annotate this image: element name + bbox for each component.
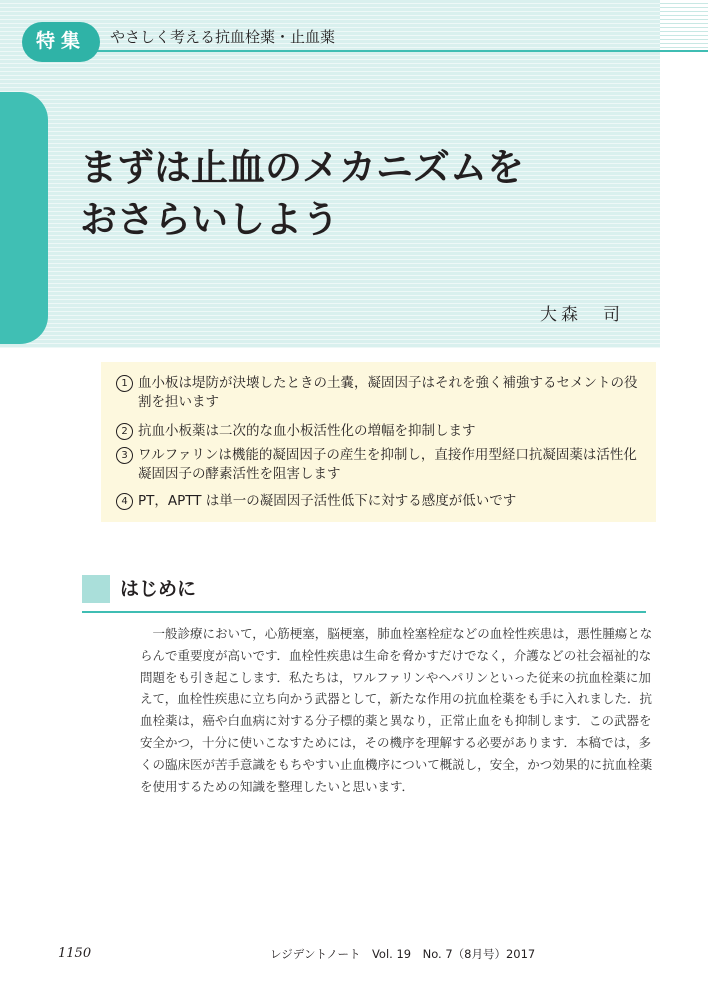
item-number: 3	[116, 447, 133, 464]
journal-info: レジデントノート Vol. 19 No. 7（8月号）2017	[270, 947, 536, 961]
section-title: はじめに	[120, 578, 197, 600]
summary-item	[116, 422, 646, 441]
article-title-line-2: おさらいしよう	[80, 198, 339, 241]
summary-item-text: 抗血小板薬は二次的な血小板活性化の増幅を抑制します	[138, 423, 476, 439]
section-rule	[82, 611, 646, 613]
summary-item	[116, 492, 646, 511]
feature-title: やさしく考える抗血栓薬・止血薬	[110, 28, 336, 46]
summary-item-text: 血小板は堤防が決壊したときの土嚢，凝固因子はそれを強く補強するセメントの役割を担います	[138, 375, 638, 410]
side-tab	[0, 92, 48, 344]
body-paragraph: 一般診療において，心筋梗塞，脳梗塞，肺血栓塞栓症などの血栓性疾患は，悪性腫瘍とならんで重要度が高いです．血栓性疾患は生命を脅かすだけでなく，介護などの社会福祉的な問題をも引き起こします．私たちは，ワルファリンやヘパリンといった従来の抗血栓薬に加えて，血栓性疾患に立ち向かう武器として，新たな作用の抗血栓薬をも手に入れました．抗血栓薬は，癌や白血病に対する分子標的薬と異なり，正常止血をも抑制します．この武器を安全かつ，十分に使いこなすためには，その機序を理解する必要があります．本稿では，多くの臨床医が苦手意識をもちやすい止血機序について概説し，安全，かつ効果的に抗血栓薬を使用するための知識を整理したいと思います．	[140, 626, 653, 794]
article-title-line-1: まずは止血のメカニズムを	[80, 146, 524, 189]
item-number: 1	[116, 375, 133, 392]
body-text	[140, 623, 656, 797]
summary-item	[116, 446, 646, 484]
author-name: 大森 司	[540, 305, 624, 325]
summary-item-text: PT，APTT は単一の凝固因子活性低下に対する感度が低いです	[138, 493, 517, 509]
summary-item-text: ワルファリンは機能的凝固因子の産生を抑制し，直接作用型経口抗凝固薬は活性化凝固因子の酵素活性を阻害します	[138, 447, 637, 482]
summary-item	[116, 374, 646, 412]
page-number: 1150	[58, 946, 92, 961]
item-number: 2	[116, 423, 133, 440]
item-number: 4	[116, 493, 133, 510]
feature-badge-label: 特集	[36, 30, 87, 52]
header-hatch-right	[660, 0, 708, 52]
section-marker	[82, 575, 110, 603]
article-title	[80, 142, 640, 246]
header-rule	[60, 50, 708, 52]
